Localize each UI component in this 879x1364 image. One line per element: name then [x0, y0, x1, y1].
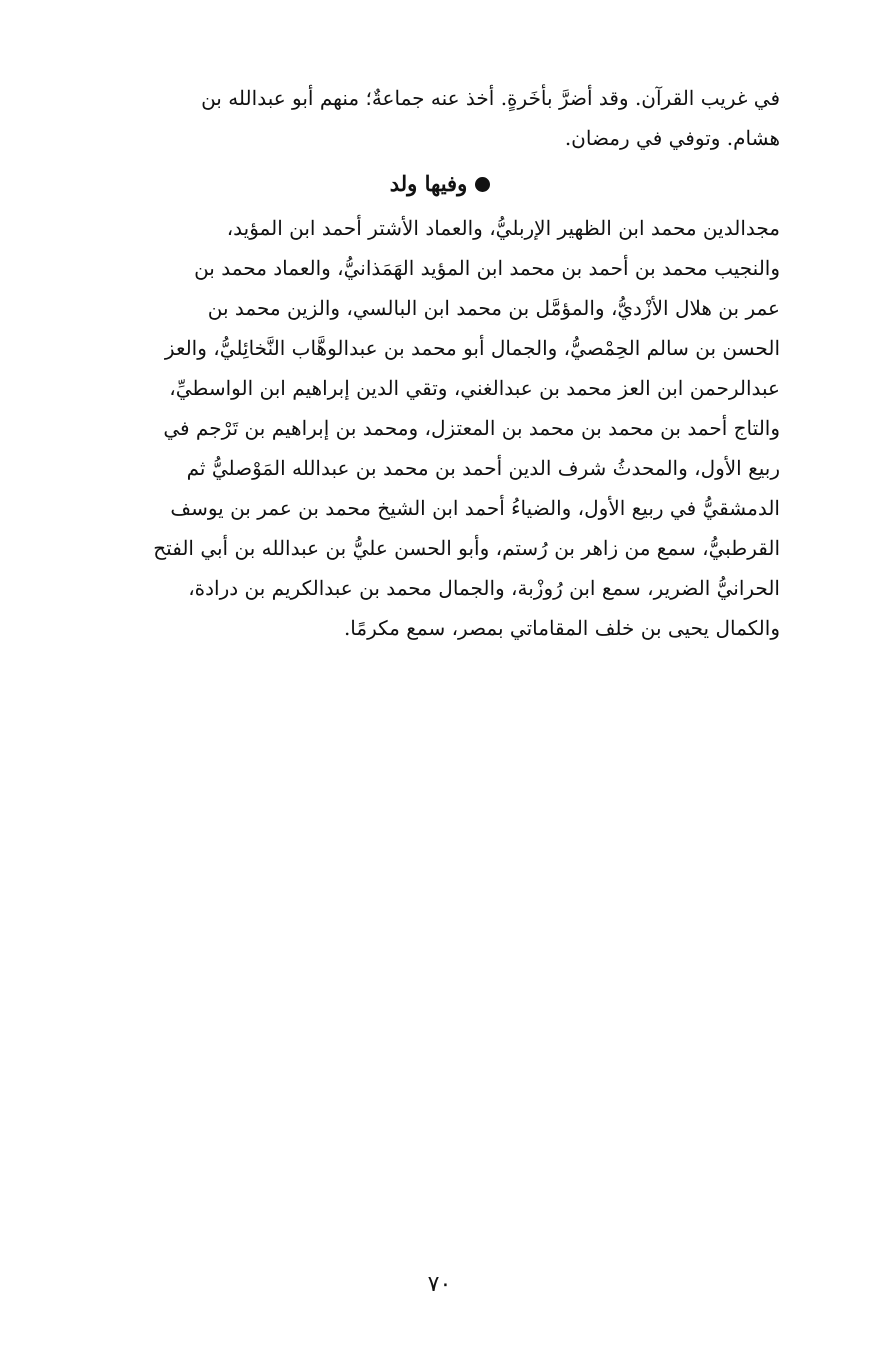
- section-heading: [200, 164, 680, 204]
- body-line: والتاج أحمد بن محمد بن محمد بن المعتزل، ومحمد بن إبراهيم بن تَرْجم في: [163, 416, 780, 440]
- body-line: الحرانيُّ الضرير، سمع ابن رُوزْبة، والجمال محمد بن عبدالكريم بن درادة،: [188, 576, 780, 600]
- body-line: ربيع الأول، والمحدثُ شرف الدين أحمد بن محمد بن عبدالله المَوْصليُّ ثم: [186, 456, 780, 480]
- intro-line: في غريب القرآن. وقد أضرَّ بأخَرةٍ. أخذ عنه جماعةٌ؛ منهم أبو عبدالله بن: [201, 86, 780, 110]
- body-line: والكمال يحيى بن خلف المقاماتي بمصر، سمع مكرمًا.: [343, 616, 780, 640]
- body-paragraph: [40, 208, 780, 648]
- body-line: والنجيب محمد بن أحمد بن محمد ابن المؤيد الهَمَذانيُّ، والعماد محمد بن: [194, 256, 780, 280]
- body-line: عبدالرحمن ابن العز محمد بن عبدالغني، وتقي الدين إبراهيم ابن الواسطيِّ،: [169, 376, 780, 400]
- body-line: الحسن بن سالم الحِمْصيُّ، والجمال أبو محمد بن عبدالوهَّاب النَّخائِليُّ، والعز: [164, 336, 780, 360]
- page-number: ٧٠: [427, 1272, 452, 1297]
- body-line: الدمشقيُّ في ربيع الأول، والضياءُ أحمد ابن الشيخ محمد بن عمر بن يوسف: [170, 496, 780, 520]
- section-heading-text: وفيها ولد: [389, 171, 468, 196]
- intro-line: هشام. وتوفي في رمضان.: [564, 126, 780, 150]
- bullet-icon: [475, 177, 490, 192]
- body-line: مجدالدين محمد ابن الظهير الإربليُّ، والعماد الأشتر أحمد ابن المؤيد،: [226, 216, 780, 240]
- intro-paragraph: [40, 78, 780, 158]
- body-line: عمر بن هلال الأزْديُّ، والمؤمَّل بن محمد ابن البالسي، والزين محمد بن: [207, 296, 780, 320]
- body-line: القرطبيُّ، سمع من زاهر بن رُستم، وأبو الحسن عليُّ بن عبدالله بن أبي الفتح: [153, 536, 780, 560]
